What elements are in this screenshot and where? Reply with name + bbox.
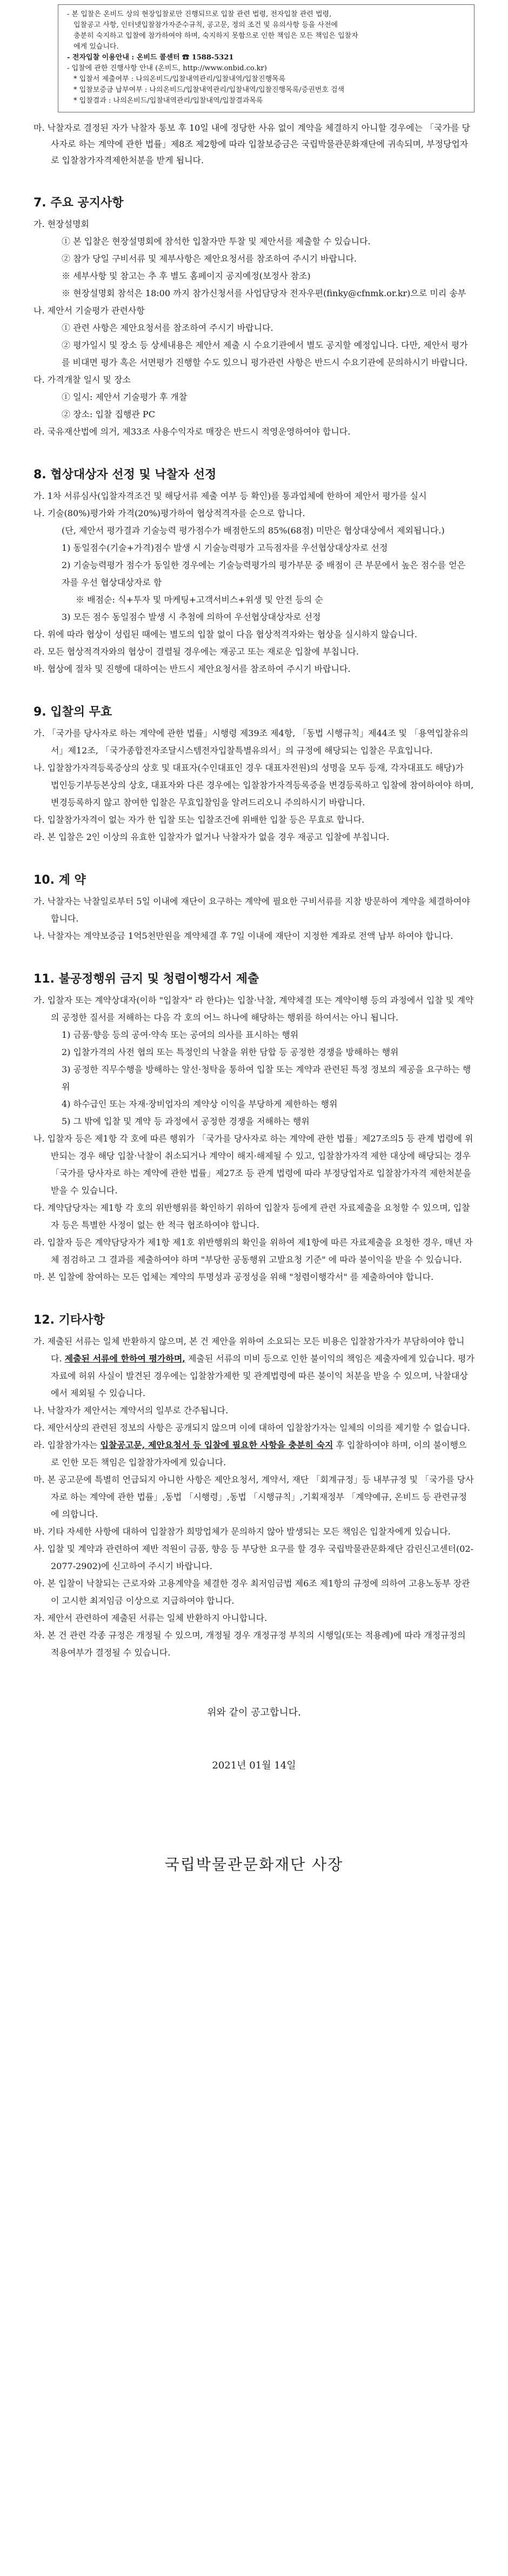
list-item: 라. 모든 협상적격자와의 협상이 결렬될 경우에는 재공고 또는 재로운 입찰에 부칩니다. (34, 646, 359, 657)
notice-line: 충분히 숙지하고 입찰에 참가하여야 하며, 숙지하지 못함으로 인한 책임은 모든 책임은 입찰자 (73, 32, 358, 40)
list-item: 가. 현장설명회 (34, 219, 89, 229)
list-item: 5) 그 밖에 입찰 및 계약 등 과정에서 공정한 경쟁을 저해하는 행위 (62, 1116, 310, 1126)
list-item: 다. 가격개찰 일시 및 장소 (34, 375, 131, 385)
list-item: 나. 입찰참가자격등록증상의 상호 및 대표자(수인대표인 경우 대표자전원)의 성명을 모두 등재, 각자대표도 해당)가 법인등기부등본상의 상호, 대표자와 다른 경우에는 입찰참가자격등록증을 변경등록하고 입찰에 참여하여야 하며, 변경등록하지 않고 참여한 입찰은 무효입찰임을 알려드리오니 주의하시기 바랍니다. (34, 763, 474, 807)
notice-line: * 입찰결과 : 나의온비드/입찰내역관리/입찰내역/입찰결과목록 (73, 97, 263, 105)
list-item: ※ 배점순: 식+투자 및 마케팅+고객서비스+위생 및 안전 등의 순 (76, 595, 323, 605)
section-11-list (34, 992, 474, 1286)
list-item: 가. 입찰자 또는 계약상대자(이하 "입찰자" 라 한다)는 입찰·낙찰, 계약체결 또는 계약이행 등의 과정에서 입찰 및 계약의 공정한 질서를 저해하는 다음 각 호의 어느 하나에 해당하는 행위를 하여서는 아니 됩니다. (34, 995, 474, 1023)
list-item: 나. 제안서 기술평가 관련사항 (34, 305, 145, 316)
list-item: 마. 본 입찰에 참여하는 모든 업체는 계약의 투명성과 공정성을 위해 "청렴이행각서" 를 제출하여야 합니다. (34, 1272, 434, 1282)
notice-line: - 전자입찰 이용안내 : 온비드 콜센터 ☎ 1588-5321 (67, 54, 234, 62)
notice-line: - 본 입찰은 온비드 상의 현장입찰로만 진행되므로 입찰 관련 법령, 전자입찰 관련 법령, (67, 10, 332, 18)
section-12-list (34, 1333, 474, 1661)
list-item: ※ 세부사항 및 참고는 추 후 별도 홈페이지 공지예정(보정사 참조) (62, 271, 311, 281)
list-item: 다. 위에 따라 협상이 성립된 때에는 별도의 입찰 없이 다음 협상적격자와는 협상을 실시하지 않습니다. (34, 629, 417, 639)
list-item: 가. 1차 서류심사(입찰자격조건 및 해당서류 제출 여부 등 확인)를 통과업체에 한하여 제안서 평가를 실시 (34, 491, 427, 501)
list-item: ※ 현장설명회 참석은 18:00 까지 참가신청서를 사업담당자 전자우편(finky@cfnmk.or.kr)으로 미리 송부 (62, 288, 466, 298)
section-12-title: 12. 기타사항 (34, 1313, 105, 1327)
emphasized-text: 제출된 서류에 한하여 평가하며, (64, 1353, 185, 1364)
list-item (34, 1575, 474, 1610)
onbid-notice-box (58, 4, 474, 112)
section-10-title: 10. 계 약 (34, 873, 86, 887)
item-text: 자. 제안서 관련하여 제출된 서류는 일체 반환하지 아니합니다. (34, 1613, 268, 1623)
item-text: 마. 본 공고문에 특별히 언급되지 아니한 사항은 제안요청서, 계약서, 재단 「회계규정」등 내부규정 및 「국가를 당사자로 하는 계약에 관한 법률」,동법 「시행령」,동법 「시행규칙」,기획재정부 「계약예규, 온비드 등 관련규정에 의합니다. (34, 1474, 474, 1519)
list-item (34, 1419, 474, 1437)
item-text: 차. 본 건 관련 각종 규정은 개정될 수 있으며, 개정될 경우 개정규정 부칙의 시행일(또는 적용례)에 따라 개정규정의 적용여부가 결정될 수 있습니다. (34, 1630, 466, 1658)
section-11-title: 11. 불공정행위 금지 및 청렴이행각서 제출 (34, 972, 259, 986)
list-item: ② 장소: 입찰 집행관 PC (62, 409, 155, 419)
signatory: 국립박물관문화재단 사장 (164, 1856, 344, 1873)
list-item: 다. 입찰참가자격이 없는 자가 한 입찰 또는 입찰조건에 위배한 입찰 등은 무효로 합니다. (34, 815, 365, 825)
item-text: 바. 기타 자세한 사항에 대하여 입찰참가 희망업체가 문의하지 않아 발생되는 모든 책임은 입찰자에게 있습니다. (34, 1526, 451, 1537)
list-item (34, 1402, 474, 1419)
list-item (34, 1471, 474, 1523)
list-item: (단, 제안서 평가결과 기술능력 평가점수가 배점한도의 85%(68점) 미만은 협상대상에서 제외됩니다.) (62, 525, 445, 536)
intro-paragraph: 마. 낙찰자로 결정된 자가 낙찰자 통보 후 10일 내에 정당한 사유 없이 계약을 체결하지 아니할 경우에는 「국가를 당사자로 하는 계약에 관한 법률」제8조 제2항에 따라 입찰보증금은 국립박물관문화재단에 귀속되며, 부정당업자로 입찰참가자격제한처분을 받게 됩니다. (34, 123, 470, 165)
item-text: 다. 제안서상의 관련된 정보의 사항은 공개되지 않으며 이에 대하여 입찰참가자는 일체의 이의를 제기할 수 없습니다. (34, 1423, 470, 1433)
list-item: 다. 계약담당자는 제1항 각 호의 위반행위를 확인하기 위하여 입찰자 등에게 관련 자료제출을 요청할 수 있으며, 입찰자 등은 특별한 사정이 없는 한 적극 협조하여야 합니다. (34, 1203, 470, 1230)
section-7-list (34, 216, 474, 441)
notice-line: - 입찰에 관한 진행사항 안내 (온비드, http://www.onbid.co.kr) (67, 64, 267, 72)
list-item: 라. 입찰자 등은 계약담당자가 제1항 제1호 위반행위의 확인을 위하여 제1항에 따른 자료제출을 요청한 경우, 매년 자체 점검하고 그 결과를 제출하여야 하며 "부당한 공동행위 고발요청 기준" 에 따라 불이익을 받을 수 있습니다. (34, 1237, 473, 1265)
list-item: 라. 국유재산법에 의거, 제33조 사용수익자로 매장은 반드시 적영운영하여야 합니다. (34, 426, 351, 437)
item-text: 라. 입찰참가자는 (34, 1440, 101, 1450)
section-7-title: 7. 주요 공지사항 (34, 196, 124, 210)
item-text: 사. 입찰 및 계약과 관련하여 제반 적원이 금품, 향응 등 부당한 요구를 할 경우 국립박물관문화재단 감린신고센터(02-2077-2902)에 신고하여 주시기 바랍니다. (34, 1544, 473, 1571)
list-item (34, 1333, 474, 1402)
item-text: 아. 본 입찰이 낙찰되는 근로자와 고용계약을 체결한 경우 최저임금법 제6조 제1항의 규정에 의하여 고용노동부 장관이 고시한 최저임금 이상으로 지급하여야 합니다. (34, 1578, 470, 1606)
list-item: ① 관련 사항은 제안요청서를 참조하여 주시기 바랍니다. (62, 323, 273, 333)
list-item: ① 본 입찰은 현장설명회에 참석한 입찰자만 투찰 및 제안서를 제출할 수 있습니다. (62, 236, 371, 246)
announcement-date: 2021년 01월 14일 (212, 1760, 296, 1771)
list-item: 가. 「국가를 당사자로 하는 계약에 관한 법률」시행령 제39조 제4항, 「동법 시행규칙」제44조 및 「용역입찰유의서」제12조, 「국가종합전자조달시스템전자입찰특별유의서」의 규정에 해당되는 입찰은 무효입니다. (34, 728, 469, 756)
list-item (34, 1437, 474, 1471)
notice-line: * 입찰보증금 납부여부 : 나의온비드/입찰내역관리/입찰내역/입찰진행목록/증권번호 검색 (73, 86, 345, 94)
list-item: 1) 금품·향응 등의 공여·약속 또는 공여의 의사를 표시하는 행위 (62, 1030, 299, 1040)
list-item: 4) 하수급인 또는 자재·장비업자의 계약상 이익을 부당하게 제한하는 행위 (62, 1099, 338, 1109)
notice-line: * 입찰서 제출여부 : 나의온비드/입찰내역관리/입찰내역/입찰진행목록 (73, 75, 286, 83)
section-9-title: 9. 입찰의 무효 (34, 705, 112, 719)
list-item: 가. 낙찰자는 낙찰일로부터 5일 이내에 재단이 요구하는 계약에 필요한 구비서류를 지참 방문하여 계약을 체결하여야 합니다. (34, 896, 470, 924)
notice-line: 입찰공고 사항, 인터넷입찰참가자준수규칙, 공고문, 정의 조건 및 유의사항 등을 사전에 (73, 21, 338, 29)
notice-line: 에게 있습니다. (73, 43, 119, 51)
list-item: 3) 공정한 직무수행을 방해하는 알선·청탁을 통하여 입찰 또는 계약과 관련된 특정 정보의 제공을 요구하는 행위 (62, 1064, 471, 1092)
section-9-list (34, 725, 474, 846)
list-item: ② 평가일시 및 장소 등 상세내용은 제안서 제출 시 수요기관에서 별도 공지할 예정입니다. 다만, 제안서 평가를 비대면 평가 혹은 서면평가 진행할 수도 있으니 평가관련 사항은 반드시 수요기관에 문의하시기 바랍니다. (62, 340, 468, 368)
list-item: 3) 모든 점수 동일점수 발생 시 추첨에 의하여 우선협상대상자로 선정 (62, 612, 321, 622)
list-item (34, 1540, 474, 1575)
list-item: 2) 입찰가격의 사전 협의 또는 특정인의 낙찰을 위한 담합 등 공정한 경쟁을 방해하는 행위 (62, 1047, 399, 1057)
list-item: ② 참가 당일 구비서류 및 제부사항은 제안요청서를 참조하여 주시기 바랍니다. (62, 253, 357, 264)
list-item: ① 일시: 제안서 기술평가 후 개찰 (62, 392, 188, 402)
list-item: 나. 낙찰자는 계약보증금 1억5천만원을 계약체결 후 7일 이내에 재단이 지정한 계좌로 전액 납부 하여야 합니다. (34, 931, 453, 941)
item-text: 후 입찰하여야 하며, 이의 불이행으로 인한 모든 책임은 입찰참가자에게 있습니다. (51, 1440, 467, 1467)
emphasized-text: 입찰공고문, 제안요청서 등 입찰에 필요한 사항을 충분히 숙지 (100, 1440, 333, 1450)
item-text: 나. 낙찰자가 제안서는 계약서의 일부로 간주됩니다. (34, 1405, 229, 1416)
list-item: 나. 입찰자 등은 제1항 각 호에 따른 행위가 「국가를 당사자로 하는 계약에 관한 법률」제27조의5 등 관계 법령에 위반되는 경우 해당 입찰·낙찰이 취소되거나 계약이 해지·해제될 수 있고, 입찰참가자격 제한 대상에 해당되는 경우 「국가를 당사자로 하는 계약에 관한 법률」제27조 등 관계 법령에 따라 부정당업자로 입찰참가자격 제한처분을 받을 수 있습니다. (34, 1133, 473, 1196)
list-item: 바. 협상에 절차 및 진행에 대하여는 반드시 제안요청서를 참조하여 주시기 바랍니다. (34, 664, 351, 674)
list-item: 나. 기술(80%)평가와 가격(20%)평가하여 협상적격자를 순으로 합니다. (34, 508, 305, 518)
list-item (34, 1523, 474, 1540)
list-item (34, 1627, 474, 1661)
list-item: 1) 동일점수(기술+가격)점수 발생 시 기술능력평가 고득점자를 우선협상대상자로 선정 (62, 543, 388, 553)
closing-statement: 위와 같이 공고합니다. (207, 1707, 301, 1718)
item-text: 가. 제출된 서류는 일체 반환하지 않으며, 본 건 제안을 위하여 소요되는 모든 비용은 입찰참가자가 부담하여야 합니다. (34, 1336, 465, 1364)
section-8-list (34, 488, 474, 678)
section-8-title: 8. 협상대상자 선정 및 낙찰자 선정 (34, 468, 217, 482)
item-text: 제출된 서류의 미비 등으로 인한 불이익의 책임은 제출자에게 있습니다. 평가 자료에 허위 사실이 발견된 경우에는 입찰참가제한 및 관계법령에 따른 불이익 처분을 받을 수 있으며, 낙찰대상에서 제외될 수 있습니다. (51, 1353, 474, 1398)
list-item: 라. 본 입찰은 2인 이상의 유효한 입찰자가 없거나 낙찰자가 없을 경우 재공고 입찰에 부칩니다. (34, 832, 390, 842)
list-item (34, 1610, 474, 1627)
section-10-list (34, 893, 474, 945)
list-item: 2) 기술능력평가 점수가 동일한 경우에는 기술능력평가의 평가부문 중 배점이 큰 부문에서 높은 점수를 얻은 자를 우선 협상대상자로 함 (62, 560, 466, 588)
